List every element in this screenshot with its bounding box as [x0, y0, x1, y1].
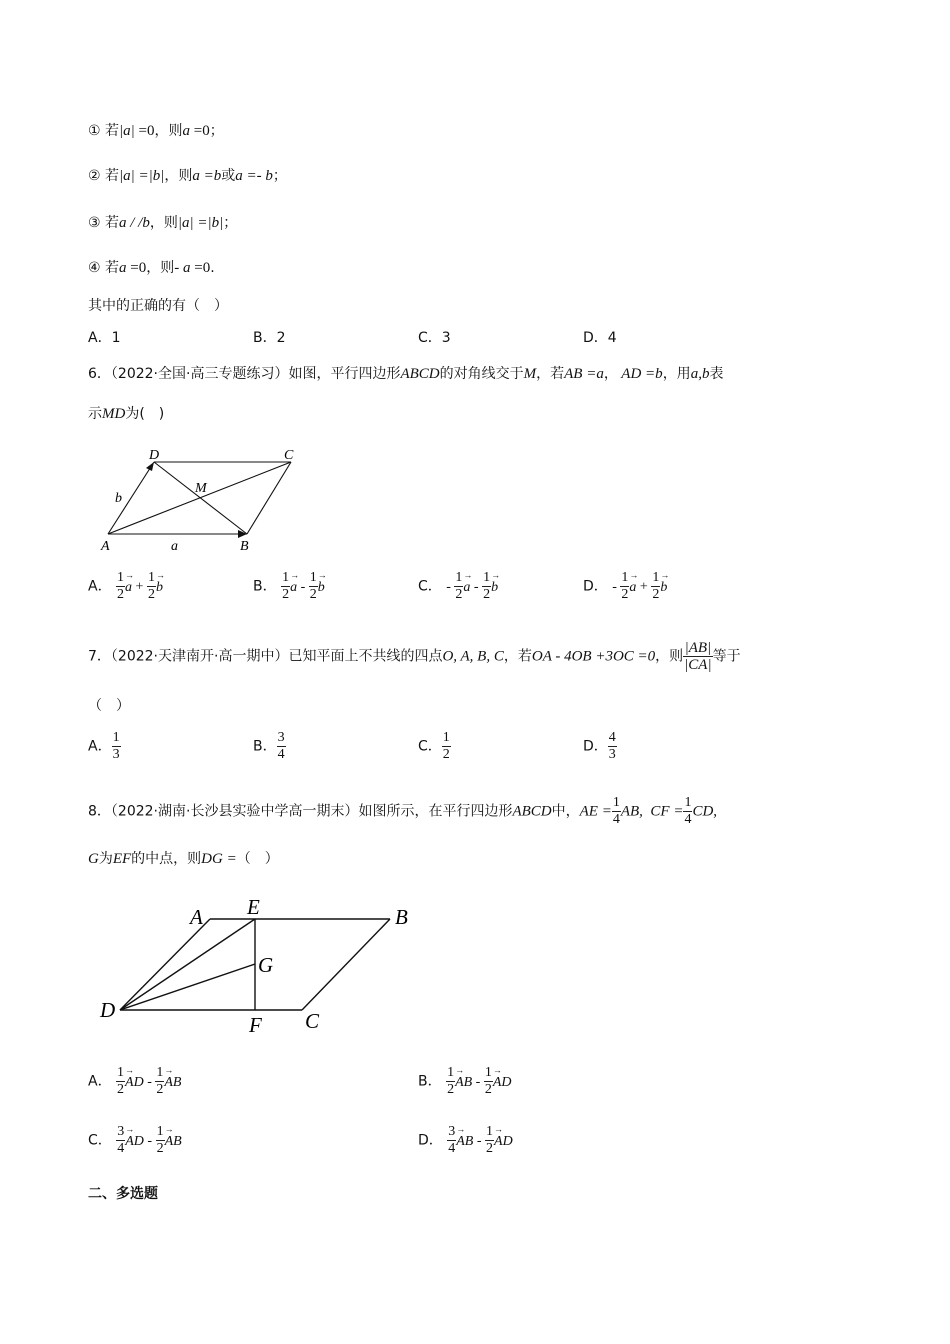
- label-f: F: [249, 1013, 262, 1037]
- label-c: C: [284, 448, 294, 463]
- statement-2: ② 若|a| =|b|，则a =b或a =- b；: [88, 168, 287, 184]
- q6-option-c[interactable]: C． - $\frac{1}{2}$ → a - $\frac{1}{2}$ → b: [418, 570, 498, 603]
- segment-dg: [120, 964, 255, 1010]
- statement-number: ③: [88, 215, 101, 231]
- parallelogram-figure-q6: [95, 442, 310, 557]
- label-a: A: [101, 539, 110, 554]
- question-6-line1: 6．（2022·全国·高三专题练习）如图，平行四边形ABCD的对角线交于M，若AB =a， AD =b，用a,b表: [88, 366, 724, 382]
- statement-1: ① 若|a| =0，则a =0；: [88, 123, 224, 139]
- label-d: D: [149, 448, 160, 463]
- question-8-line1: 8．（2022·湖南·长沙县实验中学高一期末）如图所示，在平行四边形ABCD中，AE = $\frac{1}{4}$ AB, CF = $\frac{1}{4}$ CD,: [88, 795, 718, 827]
- label-vec-a: a: [171, 539, 178, 554]
- side-bc: [247, 462, 291, 534]
- question-7-line1: 7．（2022·天津南开·高一期中）已知平面上不共线的四点O, A, B, C，若OA - 4OB +3OC =0，则 $\frac{|AB|}{|CA|}$ 等于: [88, 640, 741, 673]
- question-5-prompt: 其中的正确的有（ ）: [88, 298, 228, 314]
- q8-option-b[interactable]: B． $\frac{1}{2}$ → AB - $\frac{1}{2}$ → AD: [418, 1065, 512, 1098]
- label-c: C: [305, 1009, 320, 1033]
- q8-option-d[interactable]: D． $\frac{3}{4}$ → AB - $\frac{1}{2}$ → AD: [418, 1124, 513, 1157]
- question-7-paren: （ ）: [88, 698, 130, 714]
- parallelogram-figure-q8: [95, 892, 425, 1042]
- label-e: E: [247, 895, 260, 919]
- arrow-b-icon: [146, 462, 154, 471]
- statement-number: ①: [88, 123, 101, 139]
- label-vec-b: b: [115, 491, 122, 506]
- diagonal-bd: [154, 462, 247, 534]
- label-d: D: [100, 998, 116, 1022]
- q5-option-d[interactable]: D．4: [583, 330, 617, 346]
- statement-number: ④: [88, 260, 101, 276]
- q5-option-a[interactable]: A．1: [88, 330, 121, 346]
- statement-4: ④ 若a =0，则- a =0.: [88, 260, 215, 276]
- side-da: [120, 919, 210, 1010]
- statement-3: ③ 若a / /b，则|a| =|b|；: [88, 215, 238, 231]
- label-g: G: [258, 953, 274, 977]
- question-6-line2: 示MD为( ): [88, 406, 165, 422]
- q6-option-b[interactable]: B． $\frac{1}{2}$ → a - $\frac{1}{2}$ → b: [253, 570, 325, 603]
- question-number: 7．: [88, 648, 111, 665]
- q8-option-a[interactable]: A． $\frac{1}{2}$ → AD - $\frac{1}{2}$ → AB: [88, 1065, 181, 1098]
- segment-de: [120, 919, 255, 1010]
- label-a: A: [190, 905, 203, 929]
- question-8-line2: G为EF的中点，则DG =（ ）: [88, 851, 279, 867]
- section-heading: 二、多选题: [88, 1186, 158, 1202]
- q7-option-b[interactable]: B． $\frac{3}{4}$: [253, 730, 285, 762]
- q6-option-d[interactable]: D． - $\frac{1}{2}$ → a + $\frac{1}{2}$ → b: [583, 570, 667, 603]
- q7-option-d[interactable]: D． $\frac{4}{3}$: [583, 730, 616, 762]
- q7-option-c[interactable]: C． $\frac{1}{2}$: [418, 730, 450, 762]
- label-m: M: [195, 481, 207, 496]
- label-b: B: [395, 905, 408, 929]
- q5-option-c[interactable]: C．3: [418, 330, 451, 346]
- label-b: B: [240, 539, 249, 554]
- q8-option-c[interactable]: C． $\frac{3}{4}$ → AD - $\frac{1}{2}$ → AB: [88, 1124, 182, 1157]
- diagonal-ac: [108, 462, 291, 534]
- q5-option-b[interactable]: B．2: [253, 330, 286, 346]
- question-number: 8．: [88, 803, 111, 820]
- statement-number: ②: [88, 168, 101, 184]
- q7-option-a[interactable]: A． $\frac{1}{3}$: [88, 730, 120, 762]
- side-bc: [302, 919, 390, 1010]
- question-number: 6．: [88, 366, 111, 382]
- q6-option-a[interactable]: A． $\frac{1}{2}$ → a + $\frac{1}{2}$ → b: [88, 570, 163, 603]
